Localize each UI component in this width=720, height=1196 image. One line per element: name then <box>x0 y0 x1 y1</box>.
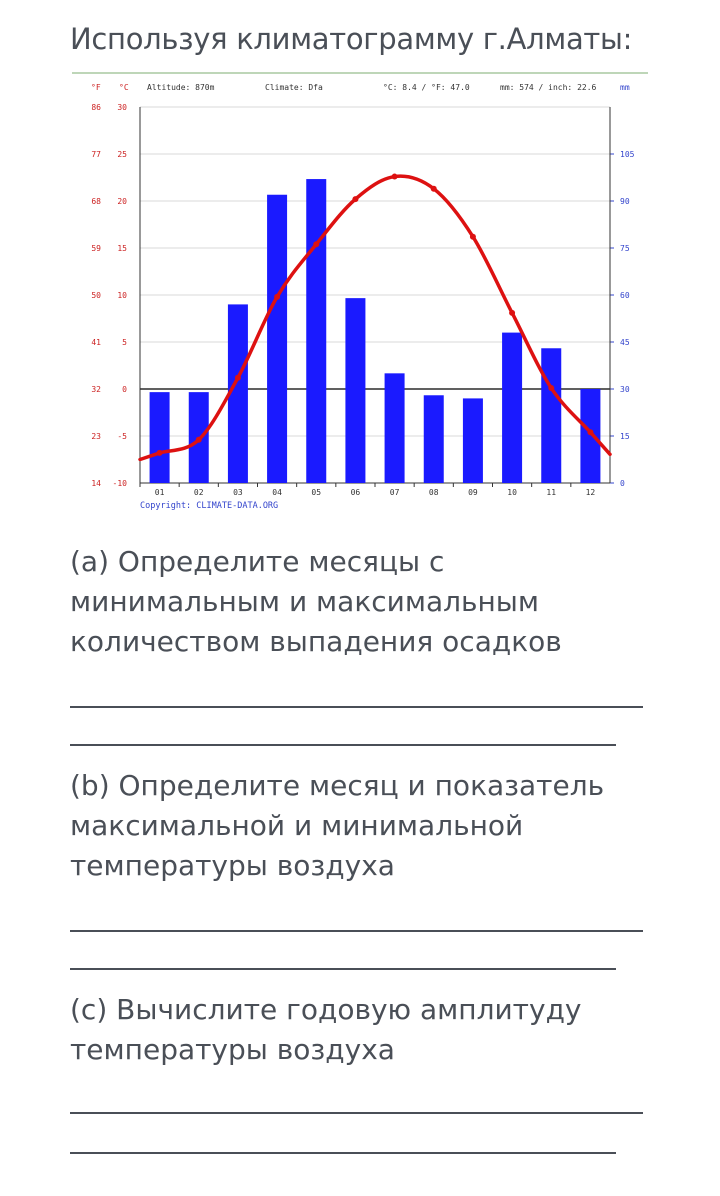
temperature-point-01 <box>157 450 163 456</box>
temperature-point-10 <box>509 310 515 316</box>
tick-c-label: 10 <box>117 291 127 300</box>
month-label-09: 09 <box>468 488 478 497</box>
unit-mm-label: mm <box>620 83 630 92</box>
temperature-point-04 <box>274 294 280 300</box>
climate-chart <box>70 70 650 520</box>
month-label-06: 06 <box>350 488 361 497</box>
tick-f-label: 77 <box>91 150 101 159</box>
tick-f-label: 14 <box>91 479 101 488</box>
tick-mm-label: 45 <box>620 338 630 347</box>
temperature-point-06 <box>352 196 358 202</box>
precip-bar-01 <box>150 392 170 483</box>
tick-f-label: 86 <box>91 103 101 112</box>
month-label-01: 01 <box>154 488 165 497</box>
precip-bar-09 <box>463 398 483 483</box>
precip-bar-06 <box>345 298 365 483</box>
unit-f-label: °F <box>91 83 101 92</box>
tick-c-label: 30 <box>117 103 127 112</box>
temperature-point-05 <box>313 241 319 247</box>
tick-c-label: 5 <box>122 338 127 347</box>
question-a: (a) Определите месяцы с минимальным и максимальным количеством выпадения осадков <box>70 545 562 658</box>
climate-label: Climate: Dfa <box>265 83 323 92</box>
temperature-point-11 <box>548 385 554 391</box>
climate-chart-svg <box>70 70 650 520</box>
precip-avg-label: mm: 574 / inch: 22.6 <box>500 83 597 92</box>
tick-mm-label: 105 <box>620 150 635 159</box>
tick-c-label: -10 <box>112 479 127 488</box>
tick-f-label: 32 <box>91 385 101 394</box>
answer-line-c1[interactable] <box>70 1112 643 1114</box>
copyright-label: Copyright: CLIMATE-DATA.ORG <box>140 501 279 511</box>
line-layer <box>140 174 610 460</box>
temperature-point-03 <box>235 375 241 381</box>
answer-line-b1[interactable] <box>70 930 643 932</box>
bar-layer <box>150 179 601 483</box>
tick-c-label: 20 <box>117 197 127 206</box>
tick-f-label: 68 <box>91 197 101 206</box>
month-label-04: 04 <box>272 488 282 497</box>
tick-mm-label: 30 <box>620 385 630 394</box>
question-c: (c) Вычислите годовую амплитуду температуры воздуха <box>70 993 582 1066</box>
precip-bar-05 <box>306 179 326 483</box>
month-label-12: 12 <box>585 488 596 497</box>
temperature-point-12 <box>587 429 593 435</box>
month-label-02: 02 <box>193 488 204 497</box>
tick-c-label: 25 <box>117 150 127 159</box>
tick-c-label: 15 <box>117 244 127 253</box>
month-label-10: 10 <box>507 488 517 497</box>
month-label-05: 05 <box>311 488 322 497</box>
month-label-08: 08 <box>428 488 439 497</box>
tick-f-label: 41 <box>91 338 101 347</box>
tick-c-label: -5 <box>117 432 127 441</box>
precip-bar-10 <box>502 333 522 483</box>
page-title: Используя климатограмму г.Алматы: <box>70 22 633 56</box>
temperature-point-09 <box>470 234 476 240</box>
precip-bar-11 <box>541 348 561 483</box>
temperature-point-02 <box>196 437 202 443</box>
tick-mm-label: 0 <box>620 479 625 488</box>
temperature-point-07 <box>392 174 398 180</box>
tick-c-label: 0 <box>122 385 127 394</box>
precip-bar-04 <box>267 195 287 483</box>
precip-bar-12 <box>580 389 600 483</box>
precip-bar-08 <box>424 395 444 483</box>
answer-line-b2[interactable] <box>70 968 616 970</box>
temp-avg-label: °C: 8.4 / °F: 47.0 <box>383 83 470 92</box>
tick-f-label: 50 <box>91 291 101 300</box>
unit-c-label: °C <box>119 83 129 92</box>
tick-mm-label: 75 <box>620 244 630 253</box>
month-label-03: 03 <box>233 488 243 497</box>
temperature-point-08 <box>431 186 437 192</box>
month-label-07: 07 <box>389 488 400 497</box>
answer-line-a1[interactable] <box>70 706 643 708</box>
tick-mm-label: 90 <box>620 197 630 206</box>
tick-mm-label: 15 <box>620 432 630 441</box>
answer-line-c2[interactable] <box>70 1152 616 1154</box>
answer-line-a2[interactable] <box>70 744 616 746</box>
question-b: (b) Определите месяц и показатель максимальной и минимальной температуры воздуха <box>70 769 605 882</box>
temperature-line <box>140 176 610 459</box>
tick-mm-label: 60 <box>620 291 630 300</box>
altitude-label: Altitude: 870m <box>147 83 215 92</box>
precip-bar-07 <box>385 373 405 483</box>
month-label-11: 11 <box>546 488 557 497</box>
tick-f-label: 23 <box>91 432 101 441</box>
tick-f-label: 59 <box>91 244 101 253</box>
